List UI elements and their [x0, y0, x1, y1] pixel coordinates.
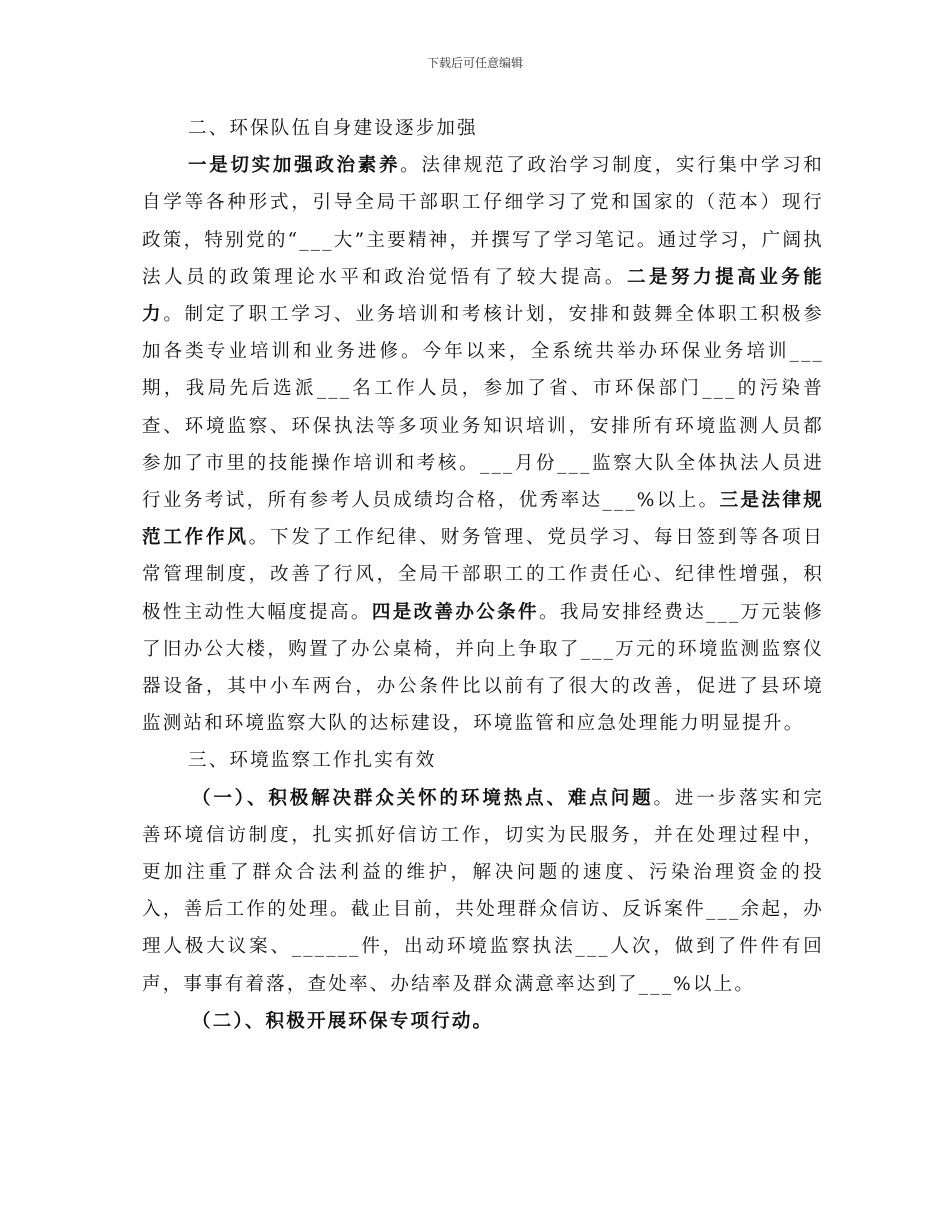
paragraph-text-4: 。我局安排经费达___万元装修了旧办公大楼，购置了办公桌椅，并向上争取了___万元的环境监测监察仪器设备，其中小车两台，办公条件比以前有了很大的改善，促进了县环境监测站和环境监察大队的达标建设，环境监管和应急处理能力明显提升。 [142, 601, 824, 735]
section-heading-2: 二、环保队伍自身建设逐步加强 [188, 118, 478, 139]
paragraph-text-1: 。法律规范了政治学习制度，实行集中学习和自学等各种形式，引导全局干部职工仔细学习了党和国家的（范本）现行政策，特别党的“___大”主要精神，并撰写了学习笔记。通过学习，广阔执法人员的政策理论水平和政治觉悟有了较大提高。 [142, 155, 824, 288]
document-body [142, 110, 824, 1040]
paragraph-team-building [142, 147, 824, 742]
bold-lead-2: 二是努力提高业务能力 [142, 266, 824, 326]
bold-lead-1: 一是切实加强政治素养 [188, 155, 401, 177]
bold-lead-sub1: （一）、积极解决群众关怀的环境热点、难点问题 [192, 787, 654, 809]
paragraph-text-2: 。制定了职工学习、业务培训和考核计划，安排和鼓舞全体职工积极参加各类专业培训和业务进修。今年以来，全系统共举办环保业务培训___期，我局先后选派___名工作人员，参加了省、市环保部门___的污染普查、环境监察、环保执法等多项业务知识培训，安排所有环境监测人员都参加了市里的技能操作培训和考核。___月份___监察大队全体执法人员进行业务考试，所有参考人员成绩均合格，优秀率达___%以上。 [142, 304, 825, 512]
bold-lead-3: 三是法律规范工作作风 [142, 490, 824, 549]
paragraph-text-sub1: 。进一步落实和完善环境信访制度，扎实抓好信访工作，切实为民服务，并在处理过程中，更加注重了群众合法利益的维护，解决问题的速度、污染治理资金的投入，善后工作的处理。截止目前，共处理群众信访、反诉案件___余起，办理人极大议案、______件，出动环境监察执法___人次，做到了件件有回声，事事有着落，查处率、办结率及群众满意率达到了___%以上。 [142, 787, 825, 995]
bold-lead-sub2: （二）、积极开展环保专项行动。 [192, 1010, 494, 1032]
paragraph-text-3: 。下发了工作纪律、财务管理、党员学习、每日签到等各项日常管理制度，改善了行风，全局干部职工的工作责任心、纪律性增强，积极性主动性大幅度提高。 [142, 527, 824, 623]
paragraph-special-actions [142, 1003, 824, 1040]
paragraph-hotspot-issues [142, 780, 824, 1003]
bold-lead-4: 四是改善办公条件 [371, 601, 539, 623]
page-header: 下载后可任意编辑 [426, 56, 523, 70]
section-heading-3: 三、环境监察工作扎实有效 [188, 750, 437, 772]
